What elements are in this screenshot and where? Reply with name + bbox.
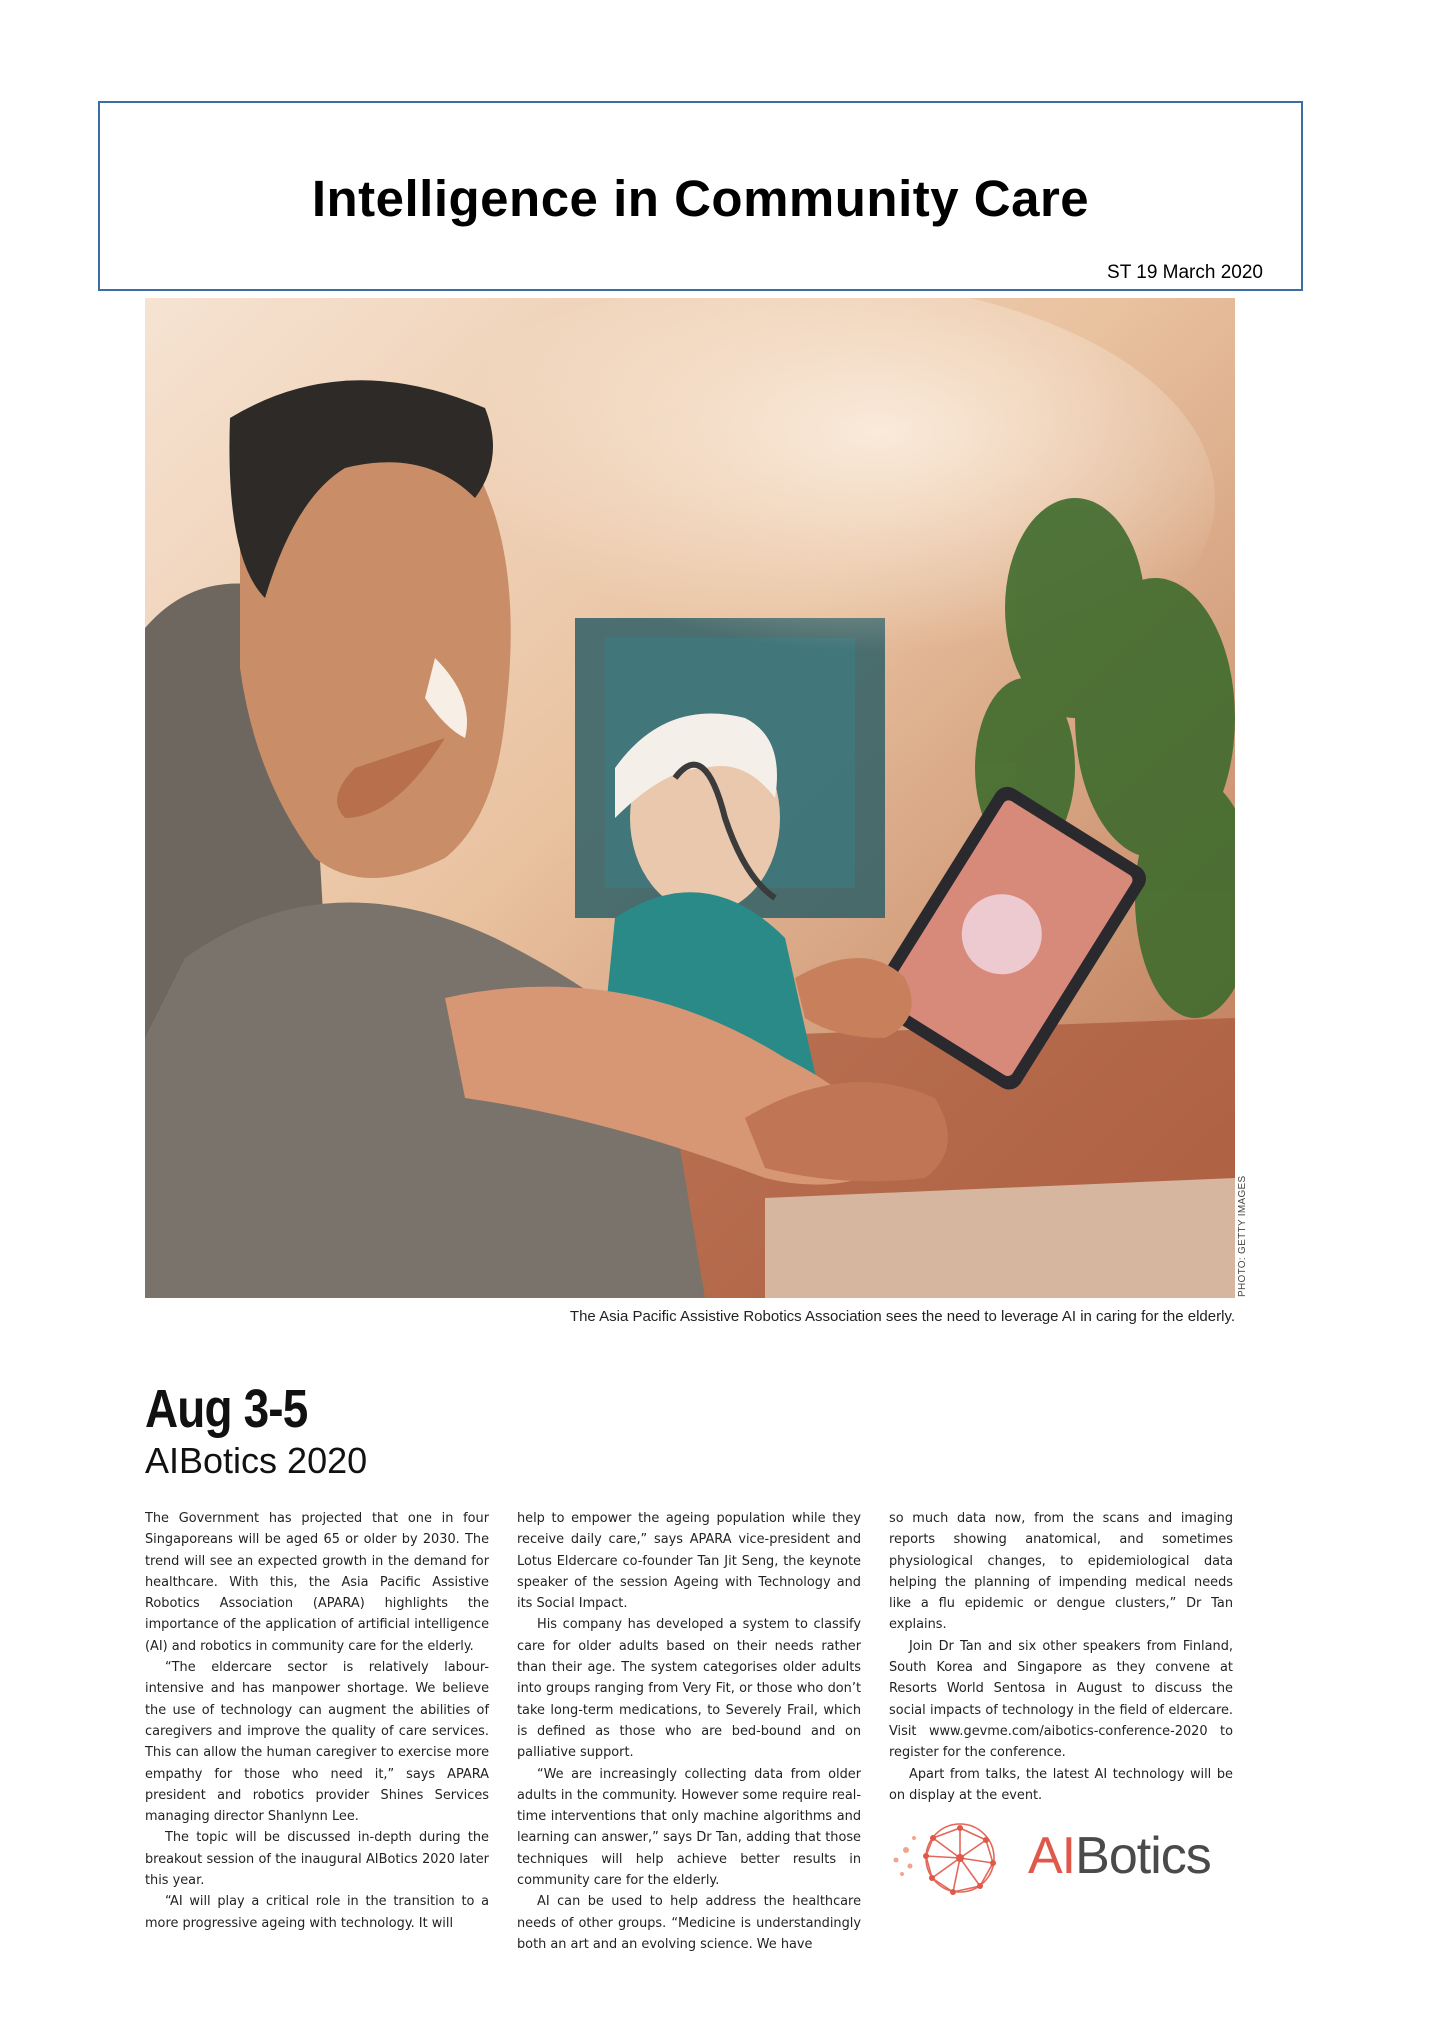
page-title: Intelligence in Community Care [311, 170, 1090, 227]
paragraph: Apart from talks, the latest AI technology will be on display at the event. [889, 1766, 1233, 1803]
brain-network-icon [888, 1808, 1018, 1908]
paragraph: Join Dr Tan and six other speakers from Finland, South Korea and Singapore as they convene at Resorts World Sentosa in August to discuss the social impacts of technology in the field of eldercare. Visit www.gevme.com/aibotics-conference-2020 to register for the conference. [889, 1638, 1233, 1761]
elderly-couple-tablet-illustration [145, 298, 1235, 1298]
event-name: AIBotics 2020 [145, 1440, 368, 1481]
headline-box [98, 101, 1303, 291]
paragraph: “AI will play a critical role in the transition to a more progressive ageing with technology. It will [145, 1894, 489, 1931]
article-column-2 [517, 1508, 861, 1955]
paragraph: “We are increasingly collecting data from older adults in the community. However some require real-time interventions that only machine algorithms and learning can answer,” says Dr Tan, adding that those techniques will help achieve better results in community care for the elderly. [517, 1766, 861, 1889]
paragraph: AI can be used to help address the healthcare needs of other groups. “Medicine is understandingly both an art and an evolving science. We have [517, 1894, 861, 1952]
logo-wordmark: AIBotics [1028, 1827, 1211, 1885]
article-column-3 [889, 1508, 1233, 1806]
paragraph: The topic will be discussed in-depth during the breakout session of the inaugural AIBotics 2020 later this year. [145, 1830, 489, 1889]
paragraph: “The eldercare sector is relatively labour-intensive and has manpower shortage. We believe the use of technology can augment the abilities of caregivers and improve the quality of care services. This can allow the human caregiver to exercise more empathy for those who need it,” says APARA president and robotics provider Shines Services managing director Shanlynn Lee. [145, 1660, 489, 1825]
aibotics-logo [888, 1808, 1238, 1908]
photo-credit: PHOTO: GETTY IMAGES [1237, 1175, 1248, 1297]
article-column-1 [145, 1508, 489, 1934]
photo-caption: The Asia Pacific Assistive Robotics Association sees the need to leverage AI in caring for the elderly. [569, 1308, 1235, 1325]
paragraph: His company has developed a system to classify care for older adults based on their needs rather than their age. The system categorises older adults into groups ranging from Very Fit, or those who don’t take long-term medications, to Severely Frail, which is defined as those who are bed-bound and on palliative support. [517, 1617, 861, 1761]
dateline: ST 19 March 2020 [1107, 262, 1263, 283]
paragraph: so much data now, from the scans and imaging reports showing anatomical, and sometimes physiological changes, to epidemiological data helping the planning of impending medical needs like a flu epidemic or dengue clusters,” Dr Tan explains. [889, 1511, 1233, 1633]
paragraph: The Government has projected that one in four Singaporeans will be aged 65 or older by 2030. The trend will see an expected growth in the demand for healthcare. With this, the Asia Pacific Assistive Robotics Association (APARA) highlights the importance of the application of artificial intelligence (AI) and robotics in community care for the elderly. [145, 1511, 489, 1654]
hero-photo [145, 298, 1235, 1298]
event-date: Aug 3-5 [145, 1379, 308, 1439]
paragraph: help to empower the ageing population while they receive daily care,” says APARA vice-president and Lotus Eldercare co-founder Tan Jit Seng, the keynote speaker of the session Ageing with Technology and its Social Impact. [517, 1511, 861, 1612]
